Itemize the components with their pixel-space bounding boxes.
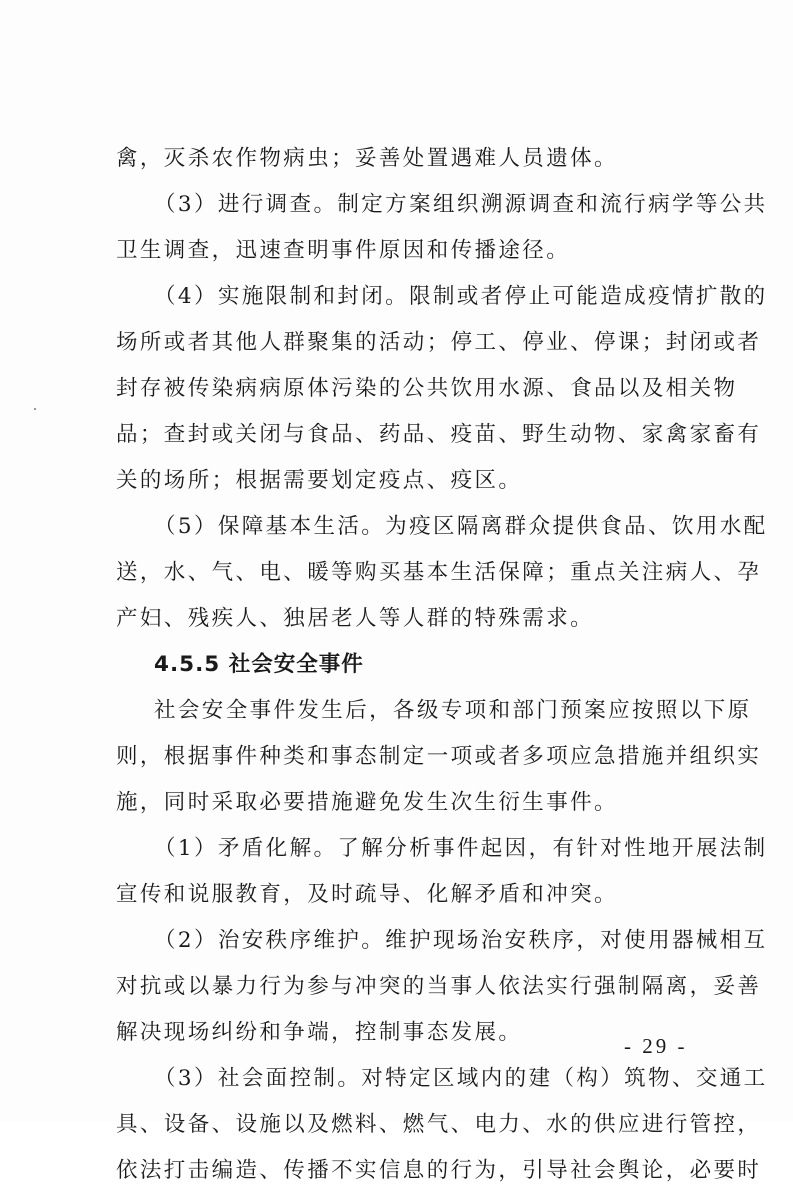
text-line: 对抗或以暴力行为参与冲突的当事人依法实行强制隔离，妥善 bbox=[116, 974, 762, 999]
text-line: 则，根据事件种类和事态制定一项或者多项应急措施并组织实 bbox=[116, 744, 762, 769]
text-line: 品；查封或关闭与食品、药品、疫苗、野生动物、家禽家畜有 bbox=[116, 422, 762, 447]
text-line: 场所或者其他人群聚集的活动；停工、停业、停课；封闭或者 bbox=[116, 330, 762, 355]
text-line: 卫生调查，迅速查明事件原因和传播途径。 bbox=[116, 238, 571, 263]
paragraph-3-social-control: （3）社会面控制。对特定区域内的建（构）筑物、交通工 bbox=[154, 1066, 768, 1091]
section-heading-4-5-5: 4.5.5 社会安全事件 bbox=[154, 652, 364, 677]
paragraph-2-public-order: （2）治安秩序维护。维护现场治安秩序，对使用器械相互 bbox=[154, 928, 768, 953]
text-line: 宣传和说服教育，及时疏导、化解矛盾和冲突。 bbox=[116, 882, 618, 907]
text-line: 依法打击编造、传播不实信息的行为，引导社会舆论，必要时 bbox=[116, 1158, 762, 1183]
paragraph-4-restriction: （4）实施限制和封闭。限制或者停止可能造成疫情扩散的 bbox=[154, 284, 768, 309]
paragraph-5-livelihood: （5）保障基本生活。为疫区隔离群众提供食品、饮用水配 bbox=[154, 514, 768, 539]
text-line: 送，水、气、电、暖等购买基本生活保障；重点关注病人、孕 bbox=[116, 560, 762, 585]
text-line: 封存被传染病病原体污染的公共饮用水源、食品以及相关物 bbox=[116, 376, 738, 401]
paragraph-1-conflict-resolution: （1）矛盾化解。了解分析事件起因，有针对性地开展法制 bbox=[154, 836, 768, 861]
paragraph-social-security-intro: 社会安全事件发生后，各级专项和部门预案应按照以下原 bbox=[154, 698, 752, 723]
page-number: - 29 - bbox=[624, 1034, 688, 1058]
text-line: 具、设备、设施以及燃料、燃气、电力、水的供应进行管控， bbox=[116, 1112, 762, 1137]
document-body bbox=[116, 136, 768, 1194]
text-line: 施，同时采取必要措施避免发生次生衍生事件。 bbox=[116, 790, 618, 815]
paragraph-3-investigation: （3）进行调查。制定方案组织溯源调查和流行病学等公共 bbox=[154, 192, 768, 217]
text-line: 关的场所；根据需要划定疫点、疫区。 bbox=[116, 468, 523, 493]
text-line: 禽，灭杀农作物病虫；妥善处置遇难人员遗体。 bbox=[116, 146, 618, 171]
text-line: 解决现场纠纷和争端，控制事态发展。 bbox=[116, 1020, 523, 1045]
scan-speck bbox=[34, 408, 36, 410]
text-line: 产妇、残疾人、独居老人等人群的特殊需求。 bbox=[116, 606, 595, 631]
